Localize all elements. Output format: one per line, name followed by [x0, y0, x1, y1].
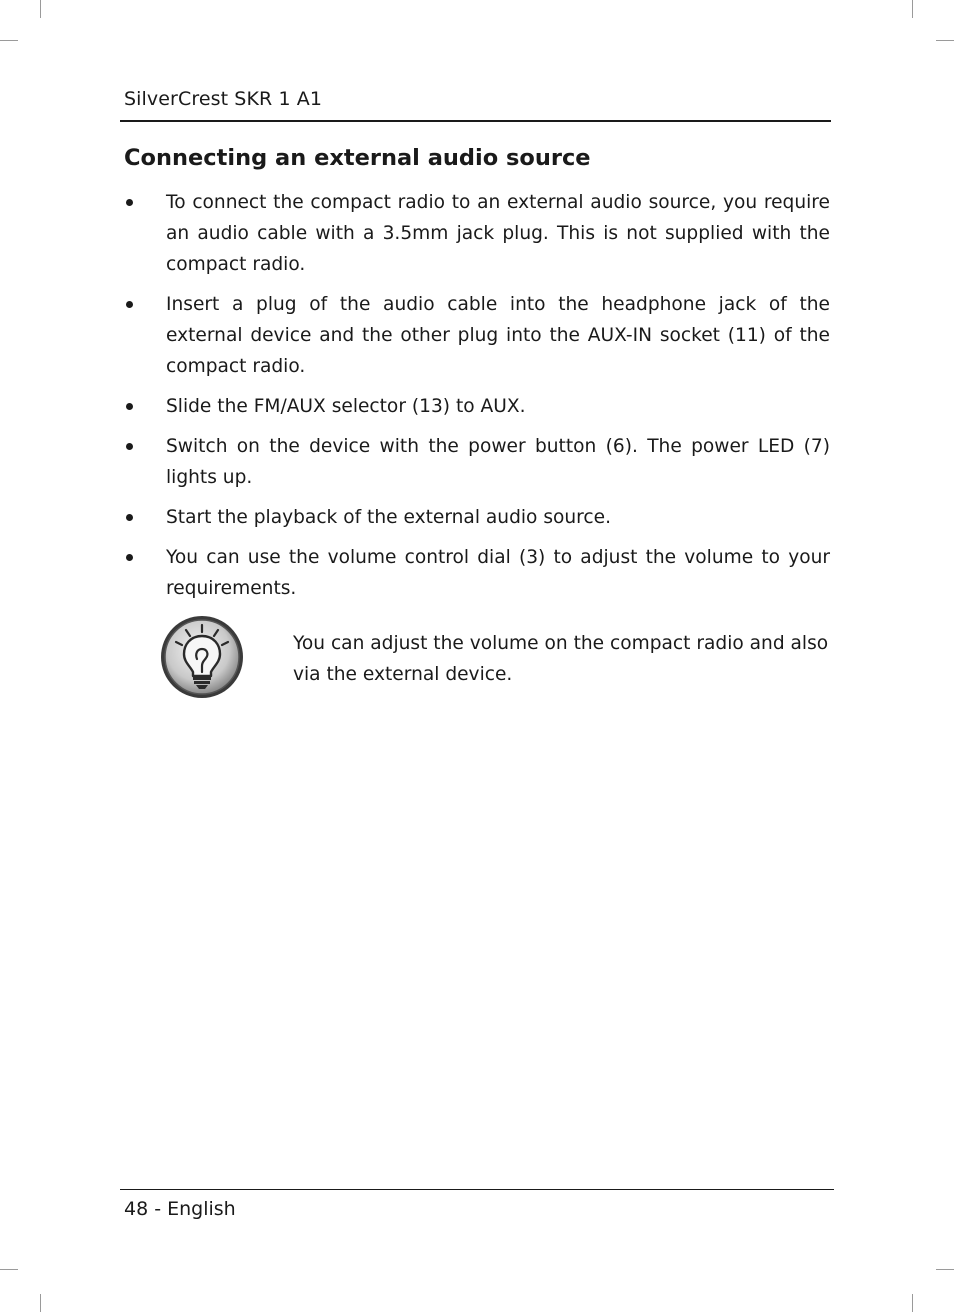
footer-rule [120, 1189, 834, 1190]
crop-mark [40, 0, 41, 18]
list-item [124, 431, 830, 493]
list-item-text: To connect the compact radio to an external audio source, you require an audio cable with a 3.5mm jack plug. This is not supplied with the compact radio. [166, 192, 830, 275]
crop-mark [936, 1269, 954, 1270]
list-item-text: Insert a plug of the audio cable into the headphone jack of the external device and the other plug into the AUX-IN socket (11) of the compact radio. [166, 294, 830, 377]
list-item-text: You can use the volume control dial (3) to adjust the volume to your requirements. [166, 547, 830, 599]
bullet-icon [126, 403, 133, 410]
header-rule [120, 120, 831, 122]
bullet-icon [126, 301, 133, 308]
bullet-icon [126, 199, 133, 206]
bullet-icon [126, 554, 133, 561]
instruction-list [124, 187, 830, 613]
list-item [124, 542, 830, 604]
crop-mark [0, 1269, 18, 1270]
list-item [124, 289, 830, 382]
crop-mark [912, 0, 913, 18]
page-number: 48 - English [124, 1198, 236, 1220]
crop-mark [936, 40, 954, 41]
crop-mark [0, 40, 18, 41]
list-item-text: Switch on the device with the power button (6). The power LED (7) lights up. [166, 436, 830, 488]
bullet-icon [126, 443, 133, 450]
list-item [124, 187, 830, 280]
tip-text: You can adjust the volume on the compact radio and also via the external device. [293, 633, 829, 685]
running-header: SilverCrest SKR 1 A1 [124, 88, 323, 110]
section-title: Connecting an external audio source [124, 145, 591, 171]
list-item [124, 391, 830, 422]
bullet-icon [126, 514, 133, 521]
list-item-text: Start the playback of the external audio source. [166, 507, 611, 528]
lightbulb-icon [159, 614, 245, 700]
list-item-text: Slide the FM/AUX selector (13) to AUX. [166, 396, 526, 417]
crop-mark [912, 1294, 913, 1312]
crop-mark [40, 1294, 41, 1312]
list-item [124, 502, 830, 533]
